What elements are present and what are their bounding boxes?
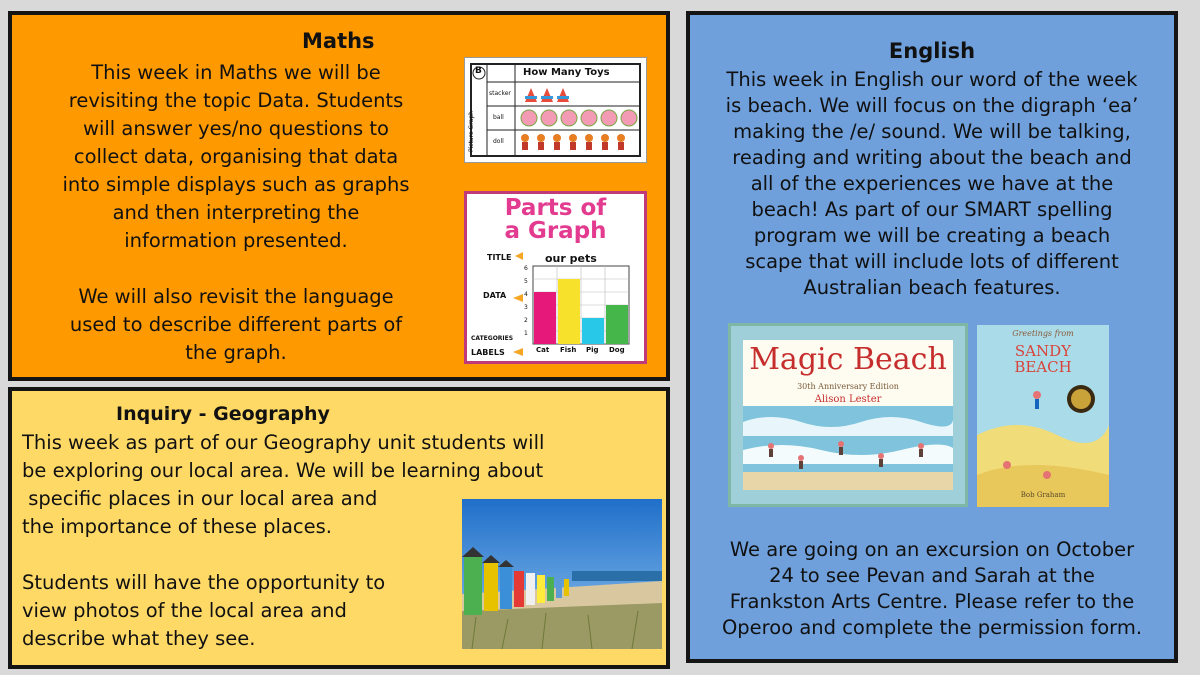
pictograph-letter: B (475, 66, 482, 76)
maths-title: Maths (302, 29, 375, 53)
maths-panel (8, 11, 670, 381)
poster-label-categories: CATEGORIES (471, 335, 514, 342)
poster-heading-1: Parts of (504, 195, 607, 221)
sandy-beach-title-1: SANDY (1014, 342, 1072, 360)
parts-of-a-graph-image (464, 191, 647, 364)
poster-y-tick: 3 (524, 304, 528, 311)
english-panel (686, 11, 1178, 663)
poster-y-tick: 1 (524, 330, 528, 337)
poster-y-tick: 6 (524, 265, 528, 272)
inquiry-line-4: the importance of these places. (22, 515, 332, 538)
sandy-beach-greeting: Greetings from (1012, 329, 1074, 338)
pictograph-row-label: ball (493, 114, 504, 121)
poster-category: Dog (609, 346, 625, 354)
magic-beach-book-cover (728, 323, 968, 507)
pictograph-side-label: Picture Graph (468, 111, 475, 152)
magic-beach-author: Alison Lester (814, 394, 882, 405)
inquiry-line-3: specific places in our local area and (22, 487, 378, 510)
inquiry-paragraph-2: Students will have the opportunity to view photos of the local area and describe what they see. (22, 571, 386, 650)
sandy-beach-title-2: BEACH (1014, 358, 1072, 376)
inquiry-line-1: This week as part of our Geography unit students will (22, 431, 545, 454)
inquiry-panel (8, 387, 670, 669)
poster-label-labels: LABELS (471, 348, 505, 357)
poster-category: Fish (560, 346, 577, 354)
poster-heading-2: a Graph (504, 218, 607, 244)
magic-beach-title: Magic Beach (749, 342, 947, 377)
sandy-beach-book-cover (977, 325, 1109, 507)
poster-y-tick: 4 (524, 291, 528, 298)
maths-paragraph-2: We will also revisit the language used to describe different parts of the graph. (69, 285, 403, 364)
english-paragraph-1: This week in English our word of the week is beach. We will focus on the digraph ‘ea’ making the /e/ sound. We will be talking, reading and writing about the beach and all of the experiences we have at the beach! As part of our SMART spelling program we will be creating a beach scape that will include lots of different Australian beach features. (725, 68, 1139, 299)
pictograph-image (464, 57, 647, 163)
pictograph-row-label: doll (493, 138, 504, 145)
poster-label-data: DATA (483, 291, 507, 300)
english-paragraph-2: We are going on an excursion on October 24 to see Pevan and Sarah at the Frankston Arts Centre. Please refer to the Operoo and complete the permission form. (721, 538, 1143, 639)
poster-y-tick: 5 (524, 278, 528, 285)
poster-chart-title: our pets (545, 252, 597, 265)
poster-category: Pig (586, 346, 599, 354)
pictograph-row-label: stacker (489, 90, 511, 97)
beach-boxes-photo (462, 499, 662, 649)
maths-paragraph-1: This week in Maths we will be revisiting the topic Data. Students will answer yes/no questions to collect data, organising that data into simple displays such as graphs and then interpreting the information presented. (62, 61, 410, 252)
sandy-beach-author: Bob Graham (1020, 491, 1066, 499)
inquiry-line-2: be exploring our local area. We will be learning about (22, 459, 544, 482)
poster-y-tick: 2 (524, 317, 528, 324)
english-title: English (888, 39, 976, 63)
poster-label-title: TITLE (487, 253, 512, 262)
poster-category: Cat (536, 346, 550, 354)
magic-beach-edition: 30th Anniversary Edition (797, 382, 899, 391)
pictograph-title: How Many Toys (523, 67, 610, 78)
inquiry-title: Inquiry - Geography (116, 403, 330, 425)
